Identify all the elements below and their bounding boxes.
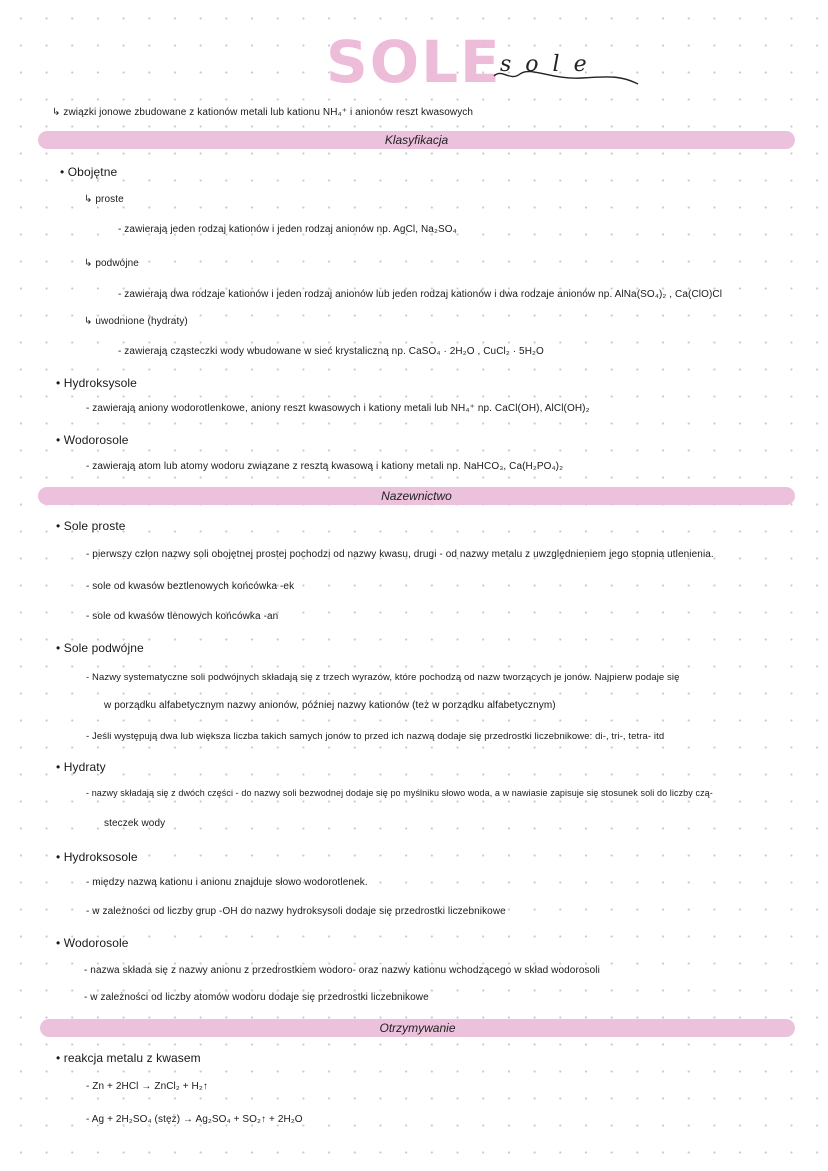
list-item: ↳ podwójne	[84, 258, 139, 269]
section-banner-otrzymywanie: Otrzymywanie	[40, 1019, 795, 1037]
list-item: - sole od kwasów tlenowych końcówka -an	[86, 611, 279, 622]
list-item: w porządku alfabetycznym nazwy anionów, później nazwy kationów (też w porządku alfabetycznym)	[104, 700, 556, 711]
list-item: - zawierają aniony wodorotlenkowe, aniony reszt kwasowych i kationy metali lub NH₄⁺ np. CaCl(OH), AlCl(OH)₂	[86, 403, 590, 414]
list-item: • Hydroksysole	[56, 376, 137, 390]
list-item: - między nazwą kationu i anionu znajduje słowo wodorotlenek.	[86, 877, 368, 888]
list-item: - pierwszy człon nazwy soli obojętnej prostej pochodzi od nazwy kwasu, drugi - od nazwy metalu z uwzględnieniem jego stopnia utlenienia.	[86, 549, 714, 560]
list-item: • Hydroksosole	[56, 850, 138, 864]
list-item: - zawierają jeden rodzaj kationów i jeden rodzaj anionów np. AgCl, Na₂SO₄	[118, 224, 457, 235]
title-script: sole	[500, 52, 601, 77]
list-item: • Wodorosole	[56, 936, 129, 950]
list-item: - zawierają dwa rodzaje kationów i jeden rodzaj anionów lub jeden rodzaj kationów i dwa rodzaje anionów np. AlNa(SO₄)₂ , Ca(ClO)Cl	[118, 289, 723, 300]
list-item: - nazwa składa się z nazwy anionu z przedrostkiem wodoro- oraz nazwy kationu wchodzącego w skład wodorosoli	[84, 965, 600, 976]
list-item: ↳ proste	[84, 194, 124, 205]
list-item: - w zależności od liczby atomów wodoru dodaje się przedrostki liczebnikowe	[84, 992, 429, 1003]
list-item: • Wodorosole	[56, 433, 129, 447]
list-item: - zawierają cząsteczki wody wbudowane w sieć krystaliczną np. CaSO₄ · 2H₂O , CuCl₂ · 5H₂O	[118, 346, 544, 357]
list-item: - zawierają atom lub atomy wodoru związane z resztą kwasową i kationy metali np. NaHCO₃, Ca(H₂PO₄)₂	[86, 461, 564, 472]
list-item: - nazwy składają się z dwóch części - do nazwy soli bezwodnej dodaje się po myślniku słowo woda, a w nawiasie zapisuje się stosunek soli do liczby czą-	[86, 788, 713, 798]
list-item: • Sole podwójne	[56, 641, 144, 655]
definition: ↳ związki jonowe zbudowane z kationów metali lub kationu NH₄⁺ i anionów reszt kwasowych	[52, 107, 474, 118]
list-item: • Obojętne	[60, 165, 118, 179]
list-item: • reakcja metalu z kwasem	[56, 1051, 201, 1065]
list-item: • Hydraty	[56, 760, 106, 774]
list-item: ↳ uwodnione (hydraty)	[84, 316, 188, 327]
list-item: - Jeśli występują dwa lub większa liczba takich samych jonów to przed ich nazwą dodaje się przedrostki liczebnikowe: di-, tri-, tetra- itd	[86, 731, 665, 742]
list-item: - w zależności od liczby grup -OH do nazwy hydroksysoli dodaje się przedrostki liczebnikowe	[86, 906, 506, 917]
list-item: • Sole proste	[56, 519, 126, 533]
equation: - Ag + 2H₂SO₄ (stęż) → Ag₂SO₄ + SO₂↑ + 2H₂O	[86, 1114, 303, 1125]
list-item: steczek wody	[104, 818, 166, 829]
equation: - Zn + 2HCl → ZnCl₂ + H₂↑	[86, 1081, 208, 1092]
section-banner-klasyfikacja: Klasyfikacja	[38, 131, 795, 149]
section-banner-nazewnictwo: Nazewnictwo	[38, 487, 795, 505]
page-title: SOLE	[326, 28, 502, 96]
list-item: - sole od kwasów beztlenowych końcówka -ek	[86, 581, 295, 592]
list-item: - Nazwy systematyczne soli podwójnych składają się z trzech wyrazów, które pochodzą od nazw tworzących je jonów. Najpierw podaje się	[86, 672, 680, 683]
